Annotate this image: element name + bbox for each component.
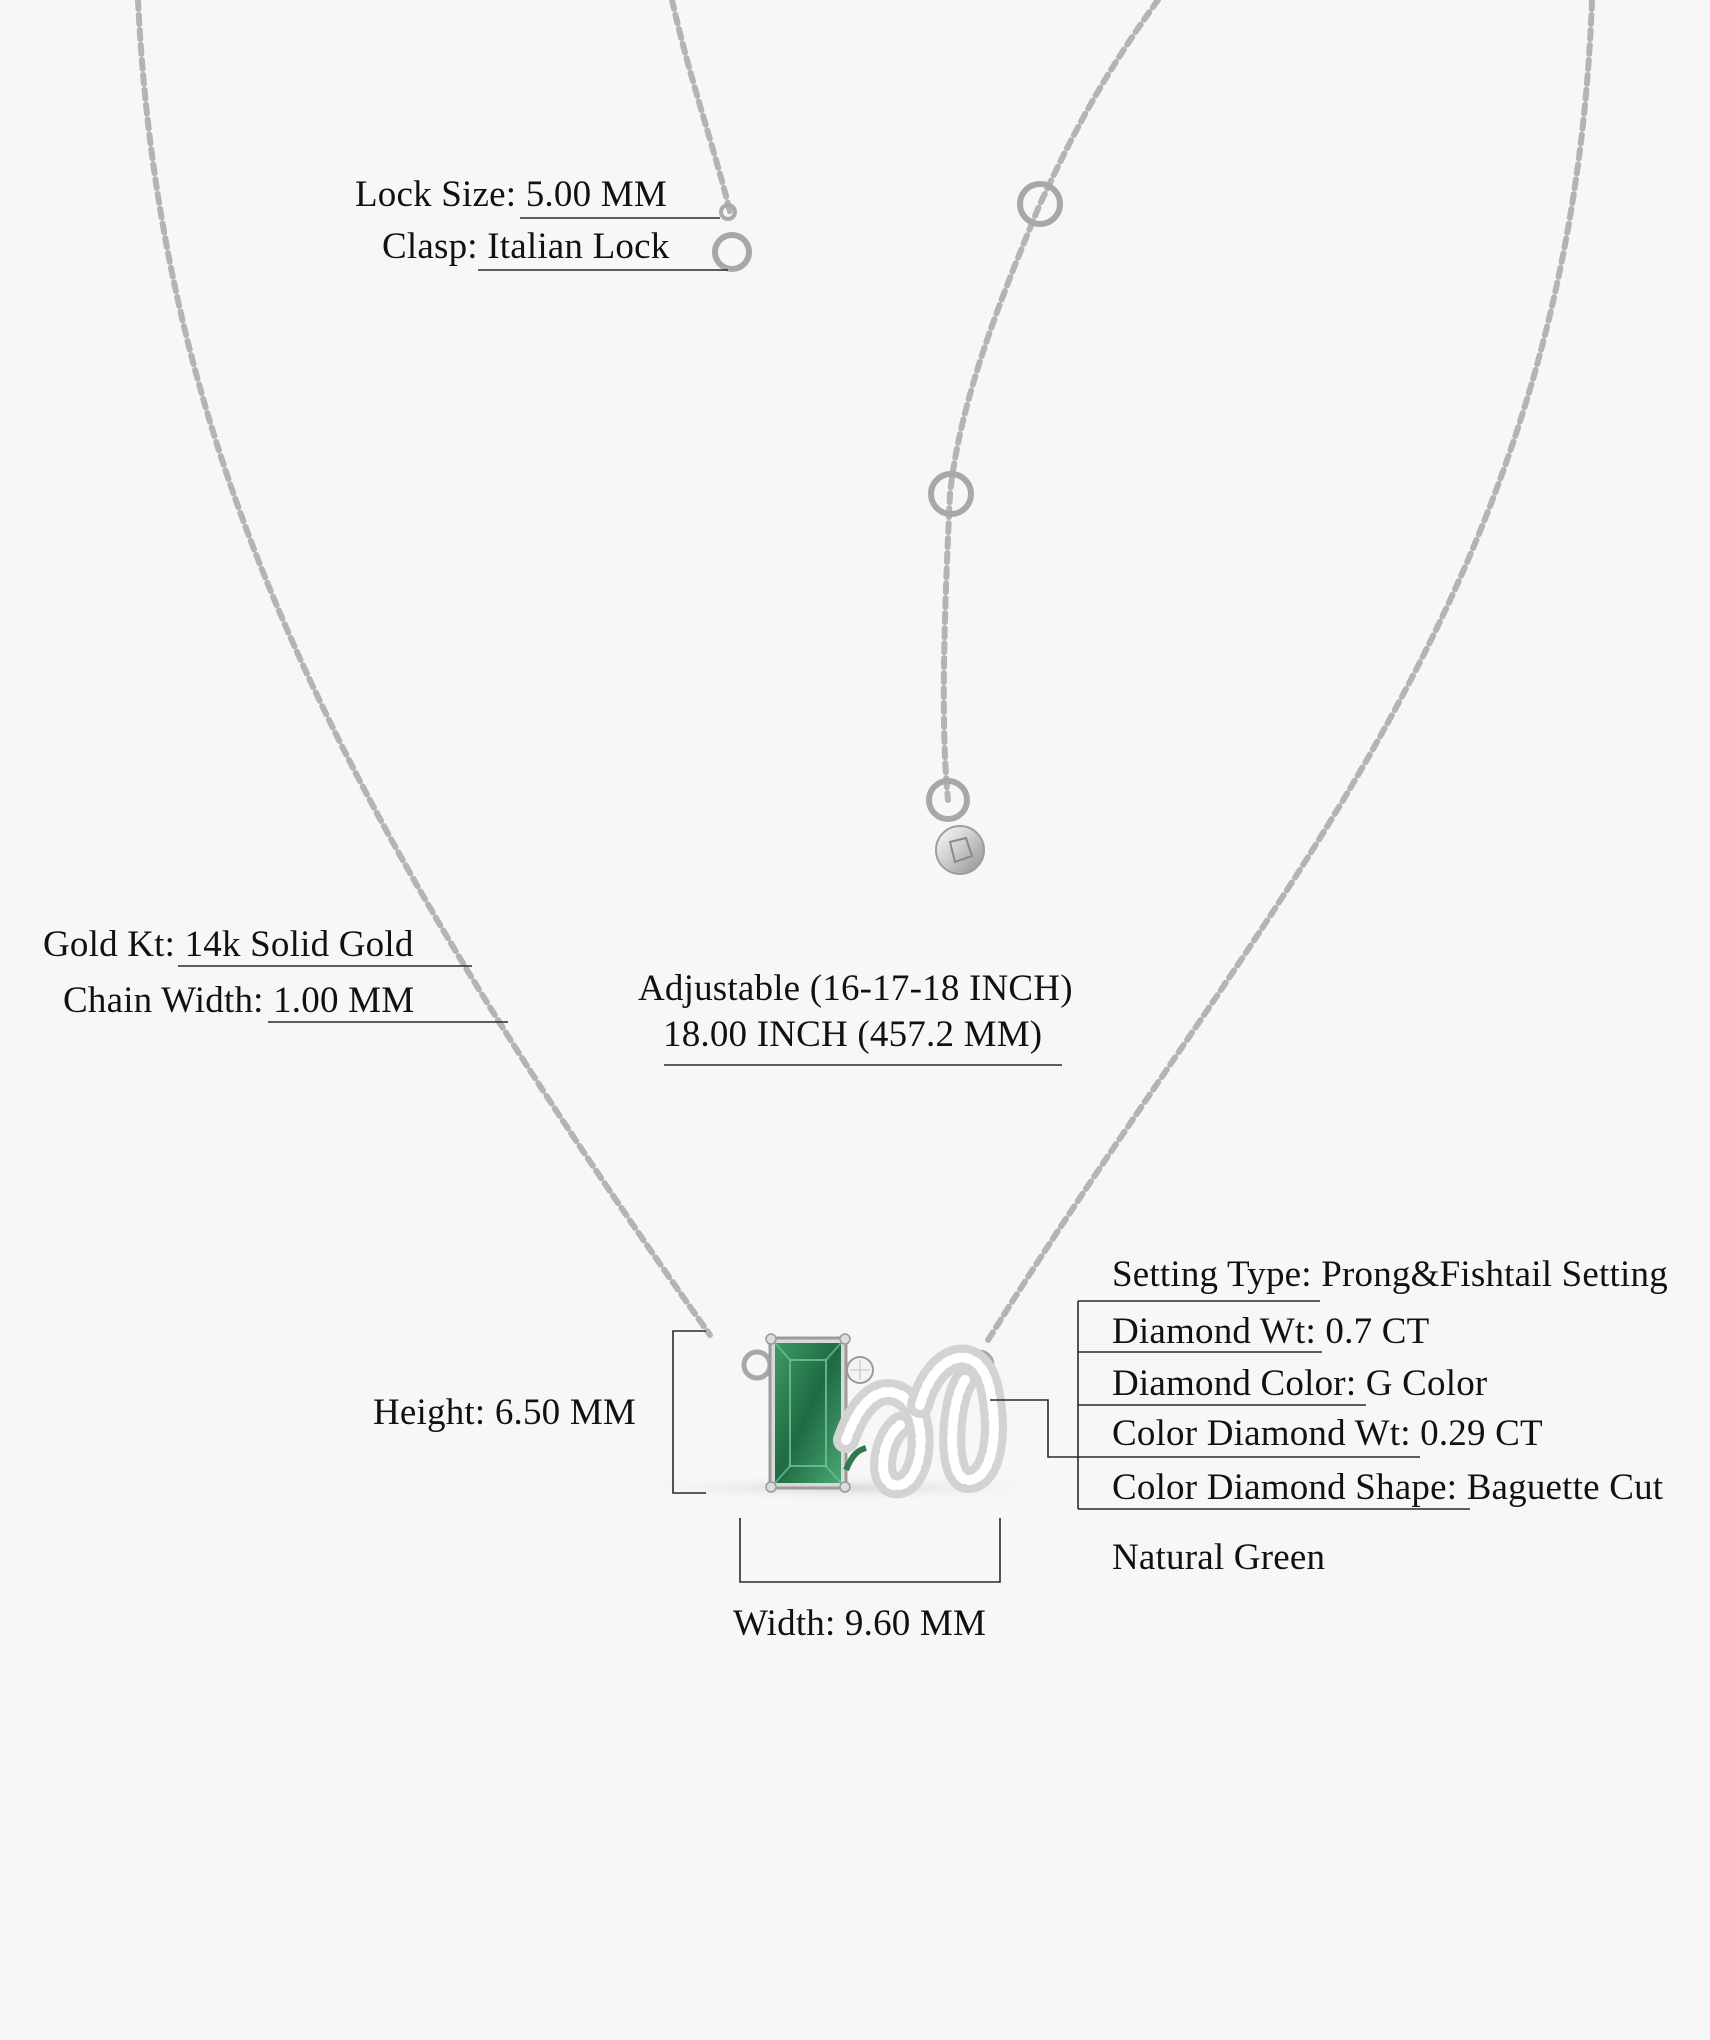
color-diamond-wt-value: 0.29 CT (1420, 1413, 1543, 1454)
lock-size-key: Lock Size: (355, 174, 517, 215)
color-diamond-wt-label (1112, 1412, 1543, 1456)
clasp-label (382, 225, 669, 269)
diamond-wt-key: Diamond Wt: (1112, 1311, 1316, 1352)
extender-charm (936, 826, 984, 874)
lock-size-value: 5.00 MM (525, 174, 667, 215)
setting-type-key: Setting Type: (1112, 1254, 1312, 1295)
color-diamond-shape-label (1112, 1466, 1663, 1510)
chain-width-value: 1.00 MM (273, 980, 415, 1021)
emerald-stone (766, 1334, 850, 1492)
color-diamond-shape-value: Baguette Cut (1466, 1467, 1664, 1508)
pendant-ring-left (744, 1352, 770, 1378)
clasp-key: Clasp: (382, 226, 478, 267)
length-value: 18.00 INCH (457.2 MM) (663, 1014, 1043, 1055)
height-label: Height: 6.50 MM (373, 1392, 637, 1433)
gold-kt-key: Gold Kt: (43, 924, 176, 965)
lock-size-label (355, 173, 667, 217)
clasp-value: Italian Lock (487, 226, 670, 267)
diamond-color-key: Diamond Color: (1112, 1363, 1357, 1404)
chain-extender (944, 0, 1158, 800)
length-adjustable: Adjustable (16-17-18 INCH) (638, 968, 1073, 1009)
chain-clasp-end (672, 0, 730, 212)
gold-kt-label (43, 923, 414, 967)
chain-right (985, 0, 1592, 1345)
diamond-color-value: G Color (1365, 1363, 1488, 1404)
color-diamond-wt-key: Color Diamond Wt: (1112, 1413, 1411, 1454)
color-diamond-shape-key: Color Diamond Shape: (1112, 1467, 1458, 1508)
clasp-lock-ring (715, 235, 749, 269)
diamond-wt-label (1112, 1310, 1429, 1354)
diamond-color-label (1112, 1362, 1487, 1406)
setting-type-value: Prong&Fishtail Setting (1321, 1254, 1668, 1295)
width-label: Width: 9.60 MM (733, 1603, 987, 1644)
natural-green-label: Natural Green (1112, 1537, 1326, 1578)
gold-kt-value: 14k Solid Gold (184, 924, 414, 965)
setting-type-label (1112, 1253, 1668, 1297)
diamond-wt-value: 0.7 CT (1325, 1311, 1430, 1352)
chain-width-label (63, 979, 414, 1023)
chain-width-key: Chain Width: (63, 980, 264, 1021)
